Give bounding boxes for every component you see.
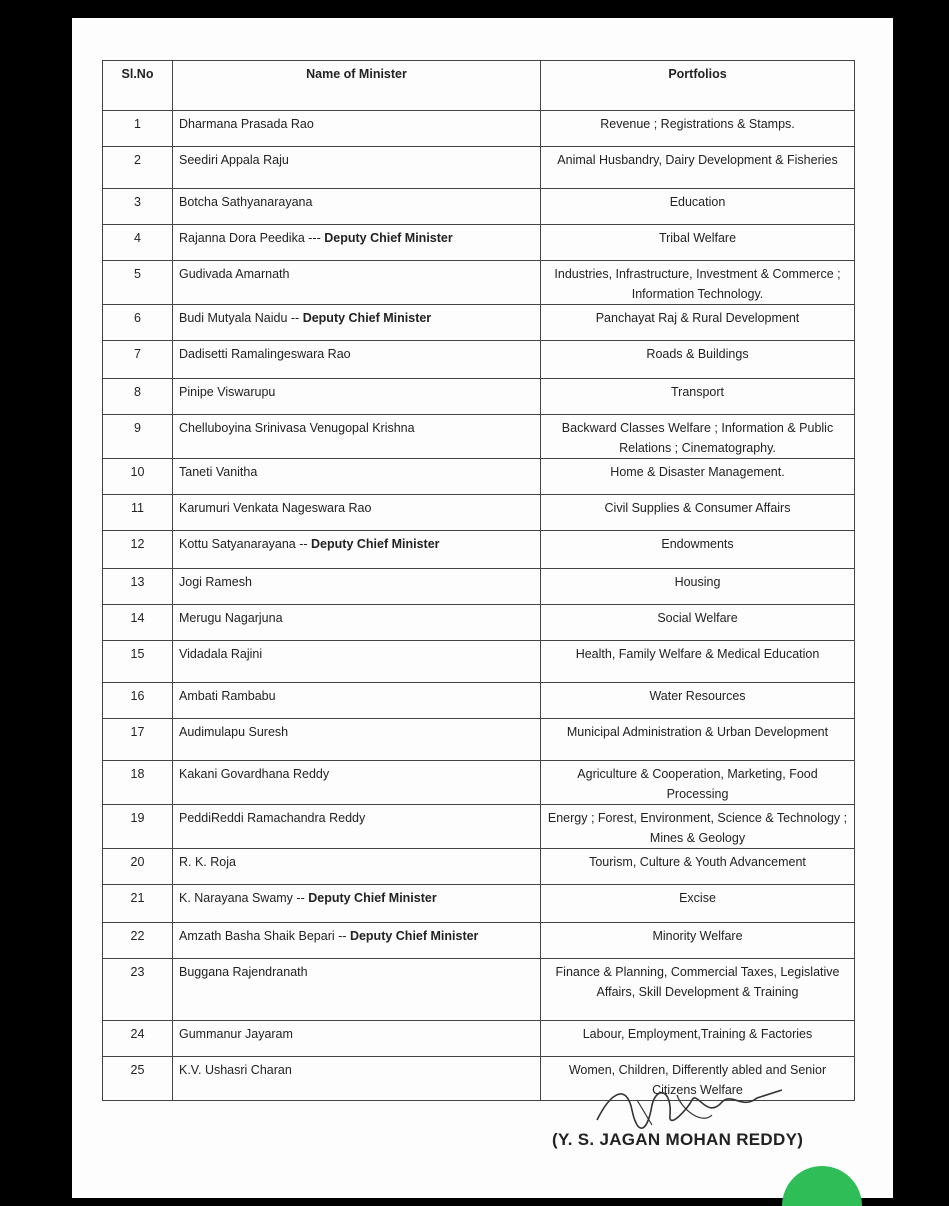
minister-name: Jogi Ramesh: [179, 575, 252, 589]
row-portfolio: Industries, Infrastructure, Investment & Commerce ; Information Technology.: [541, 261, 855, 305]
minister-name: K.V. Ushasri Charan: [179, 1063, 292, 1077]
table-row: [103, 641, 855, 683]
table-row: [103, 495, 855, 531]
minister-designation: Deputy Chief Minister: [311, 537, 440, 551]
row-sl-no: 6: [103, 305, 173, 341]
row-portfolio: Panchayat Raj & Rural Development: [541, 305, 855, 341]
row-portfolio: Social Welfare: [541, 605, 855, 641]
header-portfolios: Portfolios: [541, 61, 855, 111]
row-portfolio: Backward Classes Welfare ; Information & Public Relations ; Cinematography.: [541, 415, 855, 459]
header-name-of-minister: Name of Minister: [173, 61, 541, 111]
row-sl-no: 4: [103, 225, 173, 261]
table-row: [103, 225, 855, 261]
row-sl-no: 14: [103, 605, 173, 641]
row-portfolio: Finance & Planning, Commercial Taxes, Legislative Affairs, Skill Development & Training: [541, 959, 855, 1021]
row-sl-no: 11: [103, 495, 173, 531]
row-minister-cell: [173, 147, 541, 189]
row-minister-cell: [173, 569, 541, 605]
ministers-table: [102, 60, 855, 1101]
row-sl-no: 10: [103, 459, 173, 495]
row-portfolio: Animal Husbandry, Dairy Development & Fisheries: [541, 147, 855, 189]
minister-designation: Deputy Chief Minister: [324, 231, 453, 245]
row-minister-cell: [173, 531, 541, 569]
minister-designation: Deputy Chief Minister: [349, 929, 479, 943]
row-minister-cell: [173, 761, 541, 805]
row-minister-cell: [173, 495, 541, 531]
minister-name: Audimulapu Suresh: [179, 725, 289, 739]
table-row: [103, 459, 855, 495]
row-portfolio: Education: [541, 189, 855, 225]
table-row: [103, 805, 855, 849]
row-sl-no: 7: [103, 341, 173, 379]
table-row: [103, 1021, 855, 1057]
row-sl-no: 8: [103, 379, 173, 415]
row-sl-no: 5: [103, 261, 173, 305]
row-sl-no: 23: [103, 959, 173, 1021]
minister-name: Buggana Rajendranath: [179, 965, 308, 979]
table-row: [103, 683, 855, 719]
row-portfolio: Labour, Employment,Training & Factories: [541, 1021, 855, 1057]
row-sl-no: 21: [103, 885, 173, 923]
row-portfolio: Roads & Buildings: [541, 341, 855, 379]
table-row: [103, 719, 855, 761]
minister-name: K. Narayana Swamy --: [179, 891, 305, 905]
row-minister-cell: [173, 885, 541, 923]
row-minister-cell: [173, 719, 541, 761]
minister-name: R. K. Roja: [179, 855, 236, 869]
row-minister-cell: [173, 225, 541, 261]
row-portfolio: Agriculture & Cooperation, Marketing, Food Processing: [541, 761, 855, 805]
row-minister-cell: [173, 805, 541, 849]
minister-name: PeddiReddi Ramachandra Reddy: [179, 811, 366, 825]
row-portfolio: Tribal Welfare: [541, 225, 855, 261]
row-minister-cell: [173, 683, 541, 719]
row-minister-cell: [173, 641, 541, 683]
minister-name: Rajanna Dora Peedika ---: [179, 231, 321, 245]
table-row: [103, 415, 855, 459]
row-sl-no: 20: [103, 849, 173, 885]
row-minister-cell: [173, 379, 541, 415]
row-portfolio: Endowments: [541, 531, 855, 569]
row-portfolio: Tourism, Culture & Youth Advancement: [541, 849, 855, 885]
row-portfolio: Civil Supplies & Consumer Affairs: [541, 495, 855, 531]
minister-name: Karumuri Venkata Nageswara Rao: [179, 501, 372, 515]
minister-designation: Deputy Chief Minister: [308, 891, 437, 905]
row-minister-cell: [173, 305, 541, 341]
row-sl-no: 16: [103, 683, 173, 719]
row-portfolio: Health, Family Welfare & Medical Education: [541, 641, 855, 683]
table-row: [103, 605, 855, 641]
minister-name: Kottu Satyanarayana --: [179, 537, 308, 551]
row-minister-cell: [173, 189, 541, 225]
table-row: [103, 147, 855, 189]
table-row: [103, 849, 855, 885]
row-minister-cell: [173, 849, 541, 885]
minister-name: Dadisetti Ramalingeswara Rao: [179, 347, 351, 361]
minister-name: Pinipe Viswarupu: [179, 385, 276, 399]
table-row: [103, 569, 855, 605]
row-sl-no: 17: [103, 719, 173, 761]
row-minister-cell: [173, 111, 541, 147]
row-minister-cell: [173, 341, 541, 379]
minister-name: Chelluboyina Srinivasa Venugopal Krishna: [179, 421, 415, 435]
minister-name: Merugu Nagarjuna: [179, 611, 283, 625]
table-row: [103, 531, 855, 569]
table-header-row: [103, 61, 855, 111]
minister-name: Gummanur Jayaram: [179, 1027, 293, 1041]
row-portfolio: Housing: [541, 569, 855, 605]
table-body: [103, 111, 855, 1101]
row-sl-no: 15: [103, 641, 173, 683]
minister-name: Vidadala Rajini: [179, 647, 263, 661]
minister-name: Amzath Basha Shaik Bepari --: [179, 929, 347, 943]
row-sl-no: 13: [103, 569, 173, 605]
row-portfolio: Minority Welfare: [541, 923, 855, 959]
row-sl-no: 1: [103, 111, 173, 147]
row-sl-no: 3: [103, 189, 173, 225]
row-portfolio: Transport: [541, 379, 855, 415]
minister-name: Ambati Rambabu: [179, 689, 276, 703]
row-sl-no: 22: [103, 923, 173, 959]
table-row: [103, 379, 855, 415]
row-minister-cell: [173, 1057, 541, 1101]
row-portfolio: Home & Disaster Management.: [541, 459, 855, 495]
table-row: [103, 111, 855, 147]
green-seal: [782, 1166, 862, 1206]
row-minister-cell: [173, 923, 541, 959]
row-sl-no: 2: [103, 147, 173, 189]
table-row: [103, 341, 855, 379]
row-portfolio: Excise: [541, 885, 855, 923]
minister-name: Kakani Govardhana Reddy: [179, 767, 330, 781]
document-page: [72, 18, 893, 1198]
row-minister-cell: [173, 415, 541, 459]
minister-name: Dharmana Prasada Rao: [179, 117, 314, 131]
table-row: [103, 923, 855, 959]
minister-name: Gudivada Amarnath: [179, 267, 290, 281]
row-portfolio: Municipal Administration & Urban Development: [541, 719, 855, 761]
header-sl-no: Sl.No: [103, 61, 173, 111]
table-row: [103, 261, 855, 305]
row-minister-cell: [173, 959, 541, 1021]
row-sl-no: 25: [103, 1057, 173, 1101]
minister-name: Botcha Sathyanarayana: [179, 195, 313, 209]
row-sl-no: 19: [103, 805, 173, 849]
table-row: [103, 761, 855, 805]
table-row: [103, 189, 855, 225]
row-minister-cell: [173, 459, 541, 495]
minister-name: Budi Mutyala Naidu --: [179, 311, 300, 325]
row-portfolio: Revenue ; Registrations & Stamps.: [541, 111, 855, 147]
minister-designation: Deputy Chief Minister: [302, 311, 432, 325]
minister-name: Seediri Appala Raju: [179, 153, 289, 167]
row-minister-cell: [173, 1021, 541, 1057]
minister-name: Taneti Vanitha: [179, 465, 258, 479]
row-portfolio: Water Resources: [541, 683, 855, 719]
row-sl-no: 24: [103, 1021, 173, 1057]
row-sl-no: 9: [103, 415, 173, 459]
row-sl-no: 12: [103, 531, 173, 569]
row-portfolio: Energy ; Forest, Environment, Science & Technology ; Mines & Geology: [541, 805, 855, 849]
signatory-name: (Y. S. JAGAN MOHAN REDDY): [552, 1130, 804, 1149]
row-portfolio: Women, Children, Differently abled and Senior Citizens Welfare: [541, 1057, 855, 1101]
table-row: [103, 959, 855, 1021]
table-row: [103, 885, 855, 923]
row-sl-no: 18: [103, 761, 173, 805]
table-row: [103, 305, 855, 341]
row-minister-cell: [173, 605, 541, 641]
row-minister-cell: [173, 261, 541, 305]
